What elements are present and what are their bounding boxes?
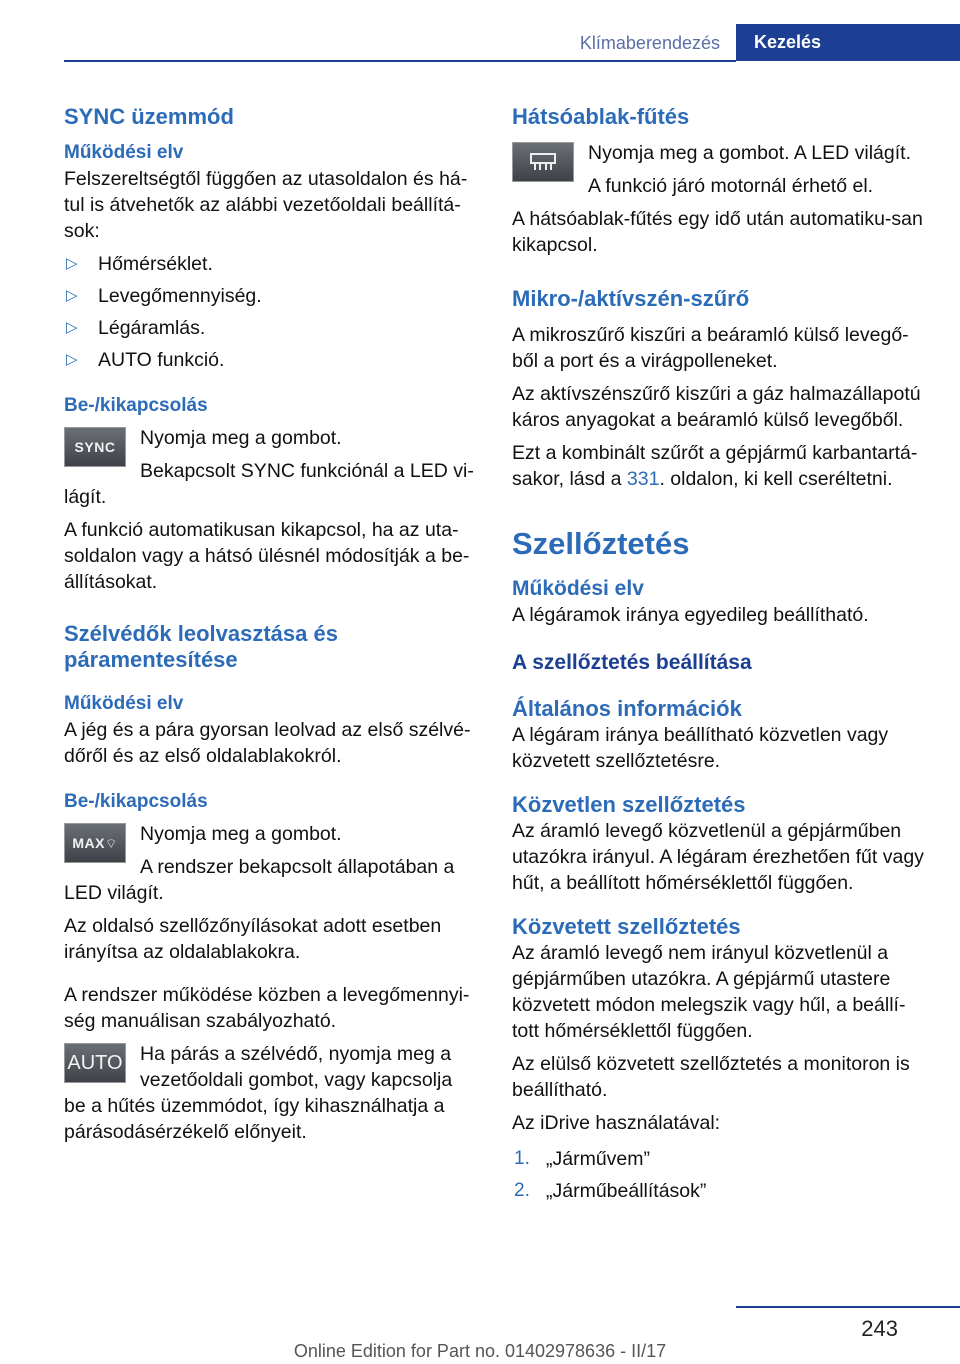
paragraph: Felszereltségtől függően az utasoldalon és há-tul is átvehetők az alábbi vezetőoldali beállítá-sok:	[64, 168, 468, 242]
paragraph: A mikroszűrő kiszűri a beáramló külső levegő-ből a port és a virágpolleneket.	[512, 324, 909, 372]
section-heading-rear-window: Hátsóablak-fűtés	[512, 104, 690, 129]
subheading-defrost-principle: Működési elv	[64, 693, 184, 714]
triangle-bullet-icon: ▷	[66, 255, 78, 272]
paragraph: Nyomja meg a gombot.	[140, 823, 342, 845]
section-heading-sync: SYNC üzemmód	[64, 104, 234, 129]
paragraph: Az oldalsó szellőzőnyílásokat adott esetben irányítsa az oldalablakokra.	[64, 915, 442, 963]
left-column	[64, 98, 479, 1152]
paragraph: Nyomja meg a gombot. A LED világít.	[588, 142, 911, 164]
paragraph: Az áramló levegő közvetlenül a gépjárműben utazókra irányul. A légáram érezhetően fűt vagy hűt, a beállított hőmérséklettől függően.	[512, 820, 924, 894]
paragraph: Az aktívszénszűrő kiszűri a gáz halmazállapotú káros anyagokat a beáramló külső levegőből.	[512, 383, 921, 431]
list-item: ▷ Levegőmennyiség.	[66, 285, 262, 307]
max-defrost-button-icon: MAX⌔	[64, 823, 126, 863]
section-tab: Kezelés	[736, 24, 960, 61]
page-number: 243	[861, 1316, 898, 1341]
paragraph: A rendszer működése közben a levegőmennyi-ség manuálisan szabályozható.	[64, 984, 470, 1032]
rear-window-heating-icon	[512, 142, 574, 182]
footer-rule	[736, 1306, 960, 1308]
paragraph: A funkció automatikusan kikapcsol, ha az uta-soldalon vagy a hátsó ülésnél módosítják a be-állításokat.	[64, 519, 470, 593]
list-item: ▷ Légáramlás.	[66, 317, 206, 339]
list-item: 2. „Járműbeállítások”	[514, 1180, 707, 1202]
auto-button-icon: AUTO	[64, 1043, 126, 1083]
section-heading-filter: Mikro-/aktívszén-szűrő	[512, 286, 750, 311]
idrive-steps-list	[512, 1146, 927, 1210]
max-button-block	[64, 821, 479, 906]
page-header	[0, 0, 960, 62]
paragraph: Bekapcsolt SYNC funkciónál a LED vi-lágít.	[64, 460, 474, 508]
heading-direct-ventilation: Közvetlen szellőztetés	[512, 792, 746, 817]
paragraph: Nyomja meg a gombot.	[140, 427, 342, 449]
chapter-title: Klímaberendezés	[579, 33, 720, 53]
section-heading-defrost: Szélvédők leolvasztása és páramentesítése	[64, 621, 338, 672]
paragraph: A funkció járó motornál érhető el.	[588, 175, 874, 197]
page-reference-link[interactable]: 331	[626, 468, 660, 490]
paragraph: A hátsóablak-fűtés egy idő után automatiku-san kikapcsol.	[512, 208, 923, 256]
paragraph: A jég és a pára gyorsan leolvad az első szélvé-dőről és az első oldalablakokról.	[64, 719, 471, 767]
subheading-vent-principle: Működési elv	[512, 577, 644, 600]
subheading-sync-principle: Működési elv	[64, 142, 184, 163]
triangle-bullet-icon: ▷	[66, 287, 78, 304]
paragraph: Ezt a kombinált szűrőt a gépjármű karbantartá-sakor, lásd a 331. oldalon, ki kell cseréltetni.	[512, 442, 918, 490]
paragraph: A rendszer bekapcsolt állapotában a LED világít.	[64, 856, 455, 904]
paragraph: A légáramok iránya egyedileg beállítható.	[512, 604, 869, 626]
list-item: ▷ Hőmérséklet.	[66, 253, 213, 275]
paragraph: A légáram iránya beállítható közvetlen vagy közvetett szellőztetésre.	[512, 724, 889, 772]
auto-button-block	[64, 1041, 479, 1145]
paragraph: Ha párás a szélvédő, nyomja meg a vezetőoldali gombot, vagy kapcsolja be a hűtés üzemmódot, így kihasználhatja a párásodásérzékelő előnyeit.	[64, 1043, 453, 1143]
triangle-bullet-icon: ▷	[66, 319, 78, 336]
subheading-sync-onoff: Be-/kikapcsolás	[64, 395, 208, 416]
list-item: ▷ AUTO funkció.	[66, 349, 225, 371]
triangle-bullet-icon: ▷	[66, 351, 78, 368]
right-column	[512, 98, 927, 1223]
heading-vent-setup: A szellőztetés beállítása	[512, 651, 752, 674]
rear-window-button-block	[512, 140, 927, 199]
sync-settings-list	[64, 251, 479, 379]
chapter-heading-ventilation: Szellőztetés	[512, 526, 690, 561]
header-rule	[64, 60, 736, 62]
sync-button-block	[64, 425, 479, 510]
list-item: 1. „Járművem”	[514, 1148, 651, 1170]
edition-footer: Online Edition for Part no. 01402978636 - II/17	[293, 1341, 667, 1361]
heading-general-info: Általános információk	[512, 696, 742, 721]
sync-button-icon: SYNC	[64, 427, 126, 467]
subheading-defrost-onoff: Be-/kikapcsolás	[64, 791, 208, 812]
paragraph: Az áramló levegő nem irányul közvetlenül a gépjárműben utazókra. A gépjármű utastere közvetett módon melegszik vagy hűl, a beállí-tott hőmérséklettől függően.	[512, 942, 906, 1042]
heading-indirect-ventilation: Közvetett szellőztetés	[512, 914, 741, 939]
paragraph: Az elülső közvetett szellőztetés a monitoron is beállítható.	[512, 1053, 910, 1101]
paragraph: Az iDrive használatával:	[512, 1112, 721, 1134]
